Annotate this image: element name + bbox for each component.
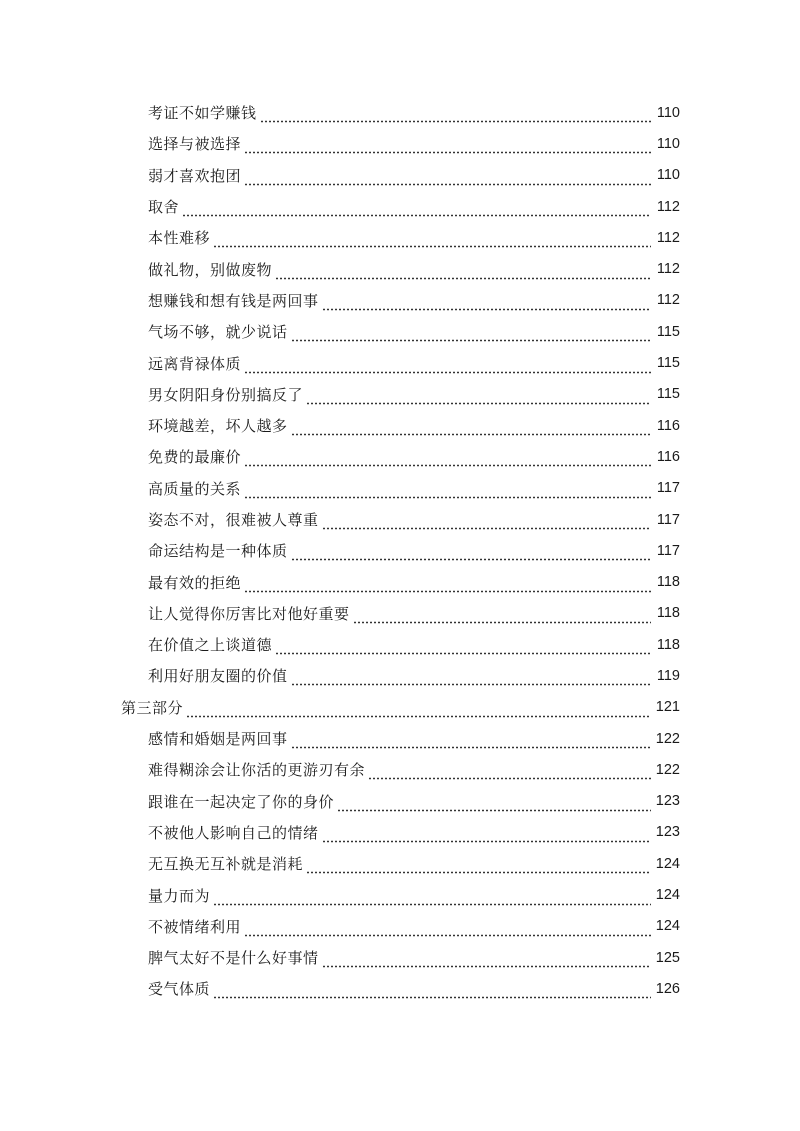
toc-entry-title: 本性难移 <box>148 229 211 248</box>
toc-entry-title: 利用好朋友圈的价值 <box>148 667 288 686</box>
toc-dot-leader <box>306 390 651 405</box>
toc-dot-leader <box>244 359 651 374</box>
toc-entry <box>0 504 800 535</box>
toc-entry <box>0 879 800 910</box>
toc-entry <box>0 660 800 691</box>
toc-entry-title: 想赚钱和想有钱是两回事 <box>148 291 319 310</box>
toc-page-number: 110 <box>656 167 680 184</box>
toc-entry-title: 不被情绪利用 <box>148 917 242 936</box>
toc-entry <box>0 942 800 973</box>
toc-dot-leader <box>291 421 651 436</box>
toc-entry <box>0 566 800 597</box>
toc-page-number: 122 <box>655 761 680 778</box>
toc-page-number: 124 <box>655 918 680 935</box>
toc-page-number: 125 <box>655 949 680 966</box>
toc-page-number: 110 <box>656 104 680 121</box>
toc-dot-leader <box>244 139 651 154</box>
toc-page-number: 126 <box>655 980 680 997</box>
toc-dot-leader <box>291 327 651 342</box>
toc-dot-leader <box>322 296 651 311</box>
toc-entry-title: 不被他人影响自己的情绪 <box>148 823 319 842</box>
toc-page-number: 115 <box>656 323 680 340</box>
toc-dot-leader <box>213 984 651 999</box>
toc-page-number: 117 <box>656 480 680 497</box>
toc-entry-title: 难得糊涂会让你活的更游刃有余 <box>148 761 366 780</box>
toc-entry-title: 让人觉得你厉害比对他好重要 <box>148 604 350 623</box>
toc-page-number: 112 <box>656 229 680 246</box>
toc-entry <box>0 441 800 472</box>
toc-entry <box>0 817 800 848</box>
toc-dot-leader <box>186 703 651 718</box>
toc-entry <box>0 629 800 660</box>
toc-entry <box>0 160 800 191</box>
toc-entry-title: 高质量的关系 <box>148 479 242 498</box>
toc-dot-leader <box>244 922 651 937</box>
toc-entry <box>0 128 800 159</box>
toc-entry-title: 受气体质 <box>148 980 211 999</box>
toc-page-number: 116 <box>656 448 680 465</box>
toc-dot-leader <box>322 953 651 968</box>
toc-entry <box>0 598 800 629</box>
toc-page-number: 123 <box>655 824 680 841</box>
toc-entry-title: 选择与被选择 <box>148 135 242 154</box>
toc-page-number: 115 <box>656 386 680 403</box>
toc-entry <box>0 191 800 222</box>
toc-section-heading <box>0 692 800 723</box>
toc-entry-title: 免费的最廉价 <box>148 448 242 467</box>
toc-page-number: 110 <box>656 135 680 152</box>
toc-entry-title: 男女阴阳身份别搞反了 <box>148 385 304 404</box>
toc-dot-leader <box>291 734 651 749</box>
toc-entry-title: 远离背禄体质 <box>148 354 242 373</box>
toc-entry <box>0 222 800 253</box>
toc-entry-title: 跟谁在一起决定了你的身价 <box>148 792 335 811</box>
toc-entry-title: 弱才喜欢抱团 <box>148 166 242 185</box>
toc-entry-title: 在价值之上谈道德 <box>148 636 273 655</box>
toc-entry <box>0 535 800 566</box>
toc-dot-leader <box>353 609 651 624</box>
toc-entry-title: 脾气太好不是什么好事情 <box>148 949 319 968</box>
toc-entry <box>0 316 800 347</box>
toc-entry-title: 最有效的拒绝 <box>148 573 242 592</box>
toc-entry <box>0 473 800 504</box>
toc-dot-leader <box>322 828 651 843</box>
toc-entry <box>0 97 800 128</box>
toc-page-number: 118 <box>656 605 680 622</box>
toc-page-number: 118 <box>656 636 680 653</box>
toc-entry-title: 姿态不对，很难被人尊重 <box>148 511 319 529</box>
toc-dot-leader <box>291 546 651 561</box>
toc-entry-title: 气场不够，就少说话 <box>148 323 288 342</box>
toc-entry <box>0 754 800 785</box>
toc-dot-leader <box>275 640 651 655</box>
toc-dot-leader <box>182 202 651 217</box>
toc-entry <box>0 253 800 284</box>
toc-entry <box>0 973 800 1004</box>
toc-page-number: 121 <box>655 699 680 716</box>
toc-entry-title: 第三部分 <box>121 698 184 717</box>
toc-entry <box>0 723 800 754</box>
toc-page-number: 112 <box>656 261 680 278</box>
toc-page-number: 115 <box>656 355 680 372</box>
toc-page-number: 123 <box>655 793 680 810</box>
toc-entry-title: 命运结构是一种体质 <box>148 542 288 561</box>
toc-dot-leader <box>213 233 651 248</box>
toc-dot-leader <box>337 797 651 812</box>
toc-dot-leader <box>368 765 651 780</box>
toc-dot-leader <box>244 452 651 467</box>
toc-dot-leader <box>306 859 651 874</box>
toc-entry <box>0 911 800 942</box>
toc-entry <box>0 410 800 441</box>
toc-dot-leader <box>244 484 651 499</box>
toc-entry-title: 感情和婚姻是两回事 <box>148 730 288 749</box>
toc-page-number: 112 <box>656 292 680 309</box>
toc-dot-leader <box>244 171 651 186</box>
toc-dot-leader <box>275 265 651 280</box>
toc-entry-title: 环境越差，坏人越多 <box>148 417 288 436</box>
toc-page-number: 122 <box>655 730 680 747</box>
toc-entry <box>0 379 800 410</box>
toc-entry <box>0 848 800 879</box>
toc-entry-title: 取舍 <box>148 198 180 217</box>
toc-dot-leader <box>244 578 651 593</box>
toc-page-number: 117 <box>656 511 680 528</box>
toc-dot-leader <box>291 671 651 686</box>
toc-entry <box>0 347 800 378</box>
toc-entry <box>0 285 800 316</box>
toc-dot-leader <box>213 891 651 906</box>
toc-page-number: 118 <box>656 574 680 591</box>
toc-page-number: 124 <box>655 855 680 872</box>
toc-page-number: 117 <box>656 542 680 559</box>
toc-entry-title: 考证不如学赚钱 <box>148 104 257 123</box>
toc-page-number: 124 <box>655 887 680 904</box>
toc-dot-leader <box>322 515 651 530</box>
toc-entry <box>0 786 800 817</box>
toc-page-number: 119 <box>656 667 680 684</box>
table-of-contents <box>0 97 800 1005</box>
toc-dot-leader <box>260 108 651 123</box>
toc-page-number: 112 <box>656 198 680 215</box>
toc-entry-title: 无互换无互补就是消耗 <box>148 855 304 874</box>
toc-entry-title: 量力而为 <box>148 886 211 905</box>
toc-page-number: 116 <box>656 417 680 434</box>
toc-entry-title: 做礼物，别做废物 <box>148 260 273 279</box>
